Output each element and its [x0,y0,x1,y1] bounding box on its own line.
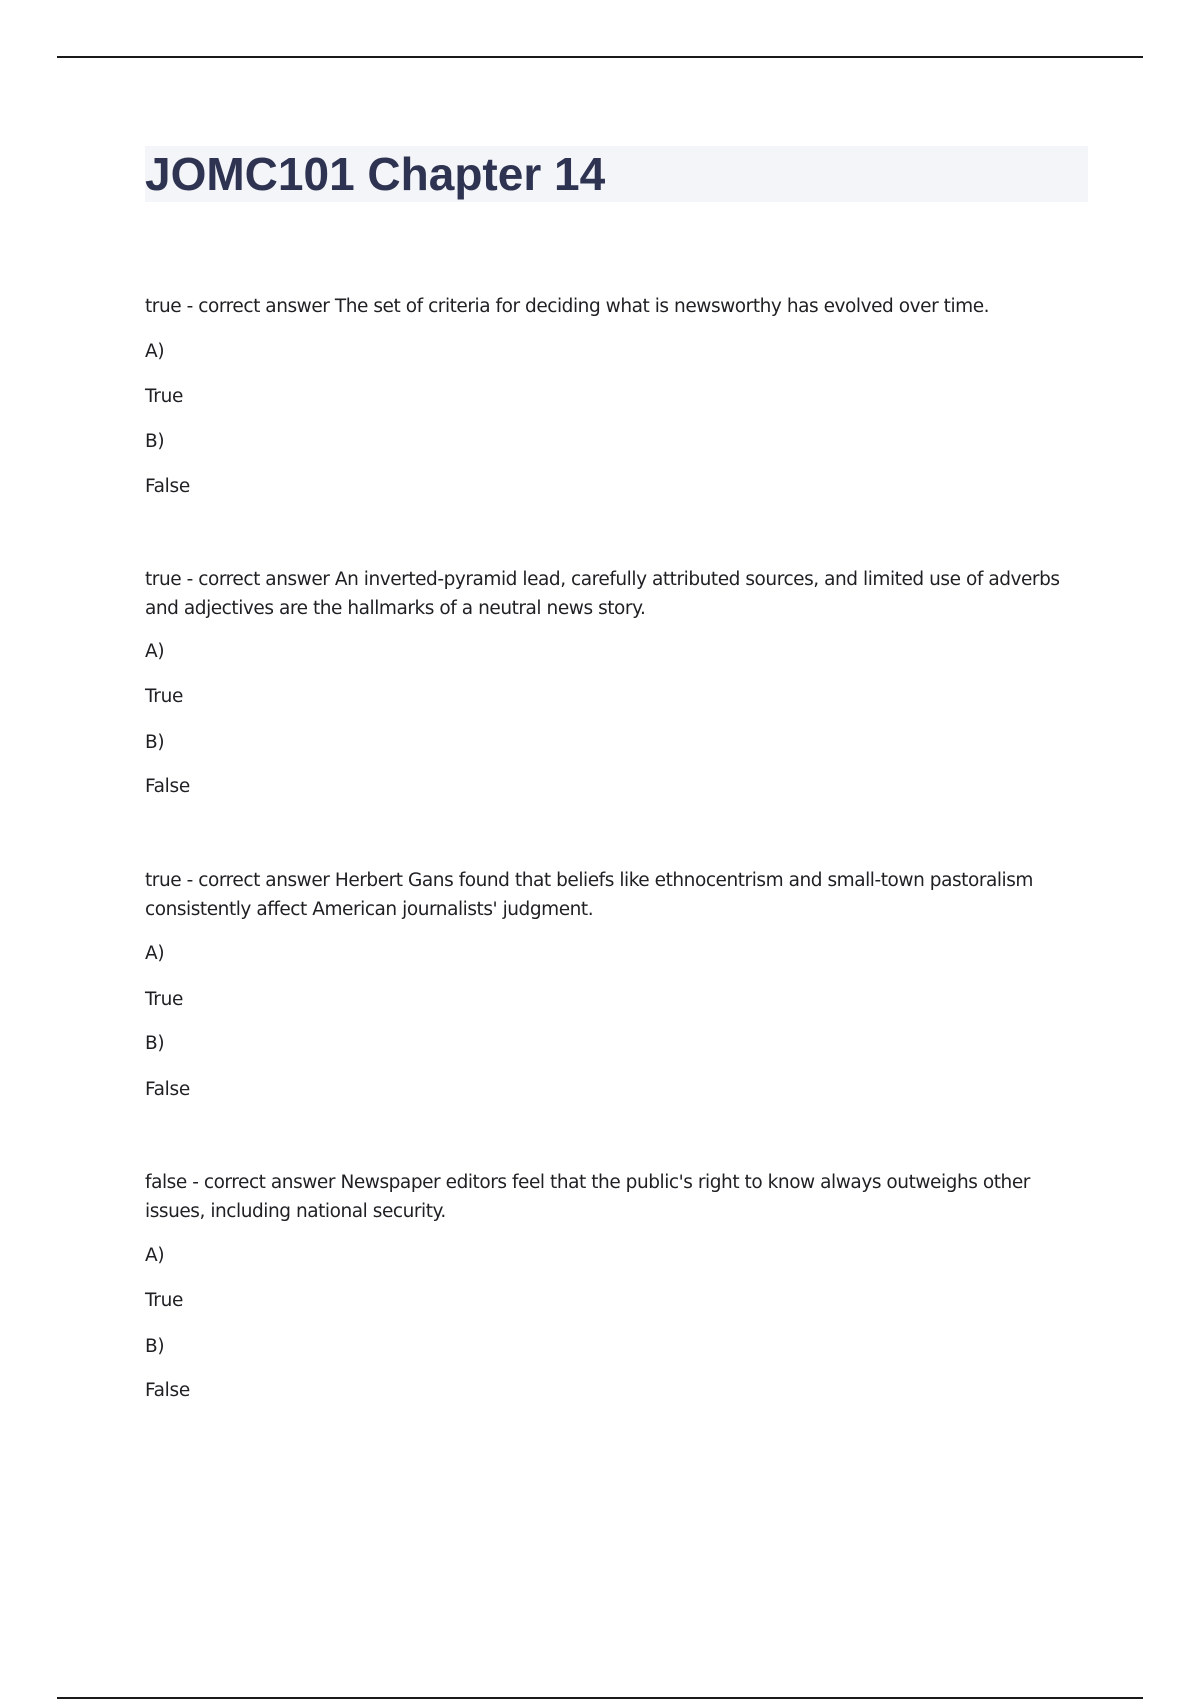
question-text: true - correct answer Herbert Gans found that beliefs like ethnocentrism and small-town pastoralism consistently affect American journalists' judgment. [145,870,1034,920]
option-value-false: False [145,1079,190,1100]
option-value-false: False [145,1380,190,1401]
question-block [145,1168,1080,1401]
option-label-a: A) [145,1245,165,1266]
question-block [145,292,1080,497]
option-label-b: B) [145,431,165,452]
header-rule [57,56,1143,58]
option-label-b: B) [145,1336,165,1357]
option-value-true: True [145,386,184,407]
option-label-b: B) [145,1033,165,1054]
option-value-false: False [145,776,190,797]
option-value-true: True [145,686,184,707]
option-label-a: A) [145,641,165,662]
question-text: true - correct answer The set of criteria for deciding what is newsworthy has evolved over time. [145,296,990,317]
page-title: JOMC101 Chapter 14 [145,148,606,200]
question-text: true - correct answer An inverted-pyramid lead, carefully attributed sources, and limited use of adverbs and adjectives are the hallmarks of a neutral news story. [145,569,1060,619]
option-value-false: False [145,476,190,497]
question-block [145,866,1080,1100]
option-label-a: A) [145,943,165,964]
footer-rule [57,1697,1143,1699]
question-block [145,565,1080,797]
option-value-true: True [145,989,184,1010]
option-label-b: B) [145,732,165,753]
option-value-true: True [145,1290,184,1311]
option-label-a: A) [145,341,165,362]
question-text: false - correct answer Newspaper editors feel that the public's right to know always outweighs other issues, including national security. [145,1172,1030,1222]
